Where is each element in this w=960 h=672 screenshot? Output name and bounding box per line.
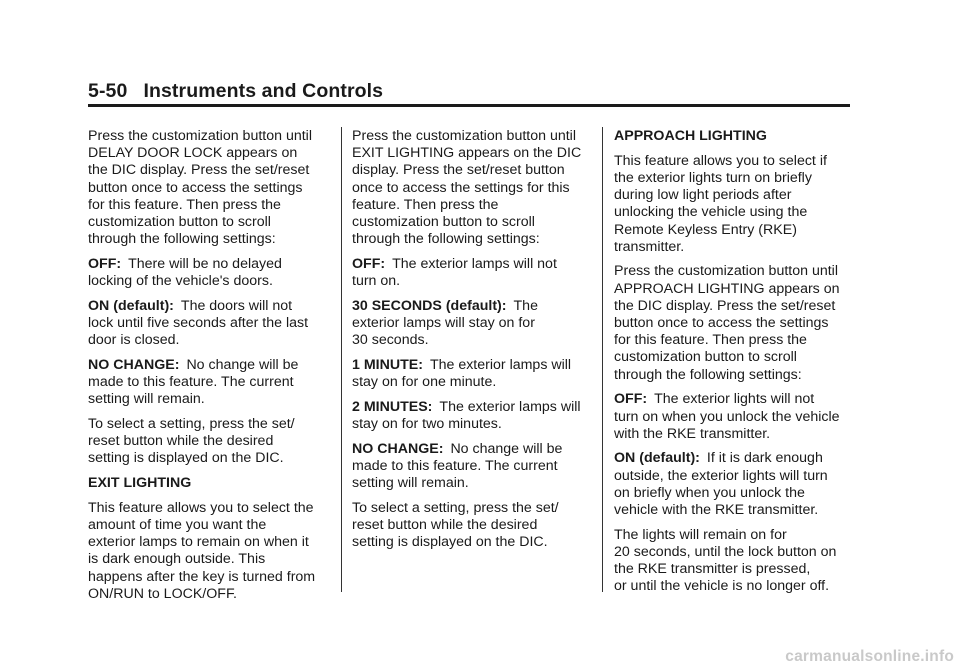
- setting-2-minutes: 2 MINUTES: The exterior lamps will stay on for two minutes.: [352, 398, 581, 433]
- setting-30-seconds: 30 SECONDS (default): The exterior lamps will stay on for 30 seconds.: [352, 297, 538, 349]
- exit-lighting-description: This feature allows you to select the amount of time you want the exterior lamps to remain on when it is dark enough outside. This happens after the key is turned from ON/RUN to LOCK/OFF.: [88, 499, 316, 602]
- header-rule: [88, 104, 850, 107]
- setting-no-change: NO CHANGE: No change will be made to this feature. The current setting will remain.: [352, 440, 563, 492]
- setting-1-minute: 1 MINUTE: The exterior lamps will stay on for one minute.: [352, 356, 572, 391]
- column-2: [352, 128, 598, 559]
- column-divider: [602, 127, 603, 592]
- column-1: [88, 128, 334, 611]
- lights-remain-note: The lights will remain on for 20 seconds, until the lock button on the RKE transmitter is pressed, or until the vehicle is no longer off.: [614, 526, 837, 595]
- column-divider: [341, 127, 342, 592]
- setting-no-change: NO CHANGE: No change will be made to this feature. The current setting will remain.: [88, 356, 299, 408]
- setting-term: OFF:: [614, 391, 648, 408]
- setting-term: OFF:: [88, 255, 122, 272]
- setting-term: ON (default):: [88, 297, 174, 314]
- approach-lighting-heading: APPROACH LIGHTING: [614, 128, 767, 144]
- setting-term: NO CHANGE:: [88, 356, 180, 373]
- setting-term: 2 MINUTES:: [352, 398, 433, 415]
- page-number: 5-50: [88, 80, 128, 102]
- exit-lighting-intro: Press the customization button until EXIT LIGHTING appears on the DIC display. Press the set/reset button once to access the settings for this feature. Then press the customization button to scroll through the following settings:: [352, 128, 582, 248]
- approach-lighting-intro: Press the customization button until APPROACH LIGHTING appears on the DIC display. Press the set/reset button once to access the settings for this feature. Then press the customization button to scroll through the following settings:: [614, 263, 840, 383]
- setting-term: ON (default):: [614, 450, 700, 467]
- column-3: [614, 128, 860, 603]
- setting-term: 1 MINUTE:: [352, 356, 423, 373]
- watermark-text: carmanualsonline.info: [785, 648, 954, 665]
- delay-lock-intro: Press the customization button until DELAY DOOR LOCK appears on the DIC display. Press the set/reset button once to access the settings for this feature. Then press the customization button to scroll through the following settings:: [88, 128, 312, 248]
- setting-on-default: ON (default): If it is dark enough outside, the exterior lights will turn on briefly when you unlock the vehicle with the RKE transmitter.: [614, 450, 828, 519]
- setting-on-default: ON (default): The doors will not lock until five seconds after the last door is closed.: [88, 297, 309, 349]
- setting-off: OFF: There will be no delayed locking of the vehicle's doors.: [88, 255, 282, 290]
- section-title: Instruments and Controls: [143, 80, 384, 102]
- select-instruction: To select a setting, press the set/ reset button while the desired setting is displayed on the DIC.: [88, 416, 295, 467]
- setting-off: OFF: The exterior lights will not turn on when you unlock the vehicle with the RKE transmitter.: [614, 391, 840, 442]
- page-header: [88, 80, 383, 103]
- exit-lighting-heading: EXIT LIGHTING: [88, 475, 192, 492]
- setting-off: OFF: The exterior lamps will not turn on.: [352, 255, 557, 290]
- select-instruction: To select a setting, press the set/ reset button while the desired setting is displayed on the DIC.: [352, 499, 559, 551]
- approach-lighting-description: This feature allows you to select if the exterior lights turn on briefly during low light periods after unlocking the vehicle using the Remote Keyless Entry (RKE) transmitter.: [614, 152, 827, 255]
- setting-term: 30 SECONDS (default):: [352, 297, 507, 314]
- setting-term: OFF:: [352, 255, 386, 272]
- setting-term: NO CHANGE:: [352, 440, 444, 457]
